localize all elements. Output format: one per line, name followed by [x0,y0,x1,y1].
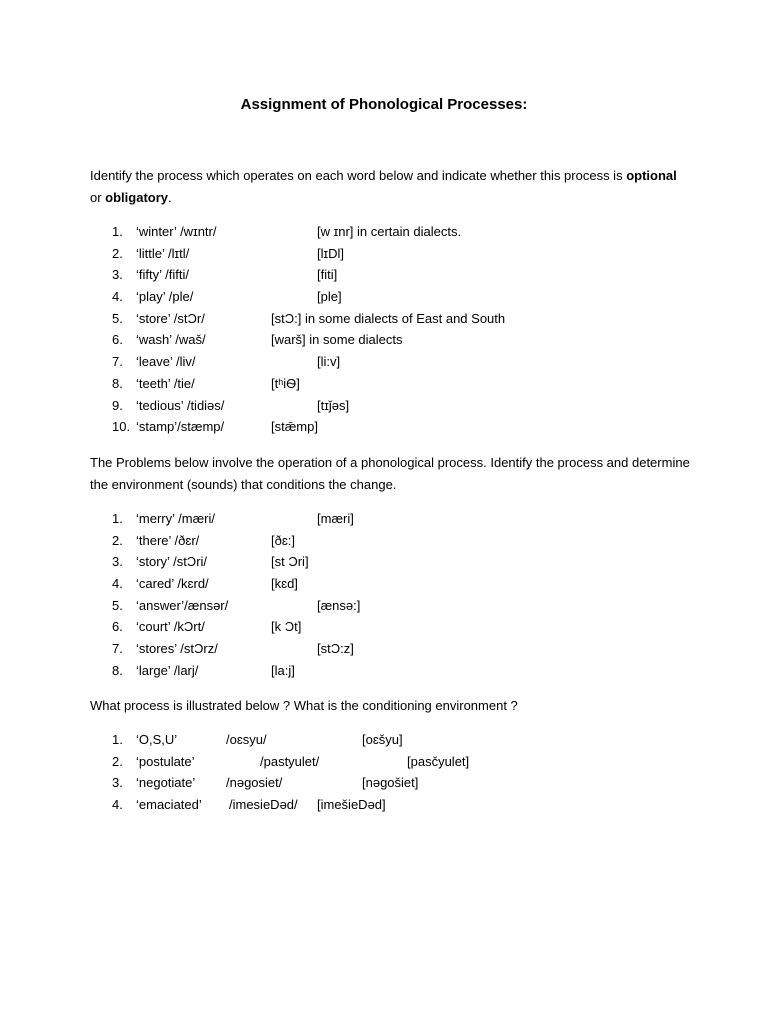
instructions-paragraph [90,165,690,209]
phonetic-result: [nəgošiet] [362,775,419,791]
phonetic-result: [ðɛ:] [271,532,296,548]
item-number: 7. [112,354,123,370]
phonetic-result: [stƆ:] in some dialects of East and South [271,310,506,326]
word-transcription: ‘cared’ /kɛrd/ [136,576,209,592]
word-transcription: ‘large’ /larj/ [136,662,199,678]
list-item [90,416,690,438]
list-item [90,794,690,816]
phonetic-result: [lɪDl] [317,245,345,261]
optional-keyword: optional [626,168,677,183]
word-transcription: ‘tedious’ /tidiəs/ [136,397,225,413]
word-list-2 [90,508,690,682]
list-item [90,221,690,243]
word-transcription: ‘stores’ /stƆrz/ [136,641,218,657]
phonetic-result: [warš] in some dialects [271,332,403,348]
obligatory-keyword: obligatory [105,190,169,205]
phonetic-result: [w ɪnr] in certain dialects. [317,224,462,239]
phonetic-result: [imešieDəd] [317,797,386,813]
word-transcription: ‘winter’ /wɪntr/ [136,224,217,239]
item-number: 4. [112,576,123,592]
item-number: 10. [112,419,131,435]
instructions-text: Identify the process which operates on each word below and indicate whether this process is [90,168,627,183]
item-number: 5. [112,597,123,613]
item-number: 1. [112,224,123,239]
word-transcription: ‘there’ /ðɛr/ [136,532,200,548]
item-number: 7. [112,641,123,657]
process-question: What process is illustrated below ? What is the conditioning environment ? [90,698,518,713]
word-transcription: ‘merry’ /mæri/ [136,511,215,526]
item-number: 3. [112,554,123,570]
word-transcription: ‘little’ /lɪtl/ [136,245,190,261]
word-transcription: ‘wash’ /waš/ [136,332,206,348]
word: ‘negotiate’ [136,775,196,791]
word-transcription: ‘store’ /stƆr/ [136,310,205,326]
word-transcription: ‘answer’/ænsər/ [136,597,229,613]
page-title: Assignment of Phonological Processes: [240,96,528,113]
word-transcription: ‘fifty’ /fifti/ [136,267,189,283]
item-number: 4. [112,289,123,305]
phonetic-result: [ple] [317,289,342,305]
item-number: 4. [112,797,123,813]
item-number: 2. [112,245,123,261]
list-item [90,329,690,351]
phonetic-result: [mæri] [317,511,354,526]
list-item [90,530,690,552]
word-transcription: ‘teeth’ /tie/ [136,375,195,391]
phonetic-result: [fiti] [317,267,338,283]
list-item [90,638,690,660]
list-item [90,616,690,638]
list-item [90,551,690,573]
phonemic-form: /nəgosiet/ [226,775,283,791]
phonetic-result: [li:v] [317,354,341,370]
word-transcription: ‘stamp’/stæmp/ [136,419,225,435]
word-transcription: ‘story’ /stƆri/ [136,554,208,570]
list-item [90,351,690,373]
word: ‘O,S,U’ [136,732,178,747]
list-item [90,308,690,330]
item-number: 2. [112,753,123,769]
item-number: 6. [112,619,123,635]
list-item [90,395,690,417]
item-number: 2. [112,532,123,548]
phonemic-form: /pastyulet/ [260,753,320,769]
word-transcription: ‘play’ /ple/ [136,289,194,305]
item-number: 1. [112,732,123,747]
word-transcription: ‘leave’ /liv/ [136,354,196,370]
or-text: or [90,190,106,205]
item-number: 3. [112,267,123,283]
item-number: 9. [112,397,123,413]
list-item [90,595,690,617]
list-item [90,751,690,773]
phonetic-result: [k Ɔt] [271,619,302,635]
item-number: 3. [112,775,123,791]
phonetic-result: [ænsə:] [317,597,361,613]
item-number: 1. [112,511,123,526]
list-item [90,660,690,682]
item-number: 5. [112,310,123,326]
phonetic-result: [kɛd] [271,576,298,592]
list-item [90,286,690,308]
list-item [90,729,690,751]
word-transcription: ‘court’ /kƆrt/ [136,619,205,635]
word: ‘emaciated’ [136,797,202,813]
list-item [90,243,690,265]
phonetic-result: [pasčyulet] [407,753,470,769]
word-list-3 [90,729,690,816]
list-item [90,573,690,595]
phonemic-form: /imesieDəd/ [229,797,298,813]
item-number: 6. [112,332,123,348]
phonetic-result: [st Ɔri] [271,554,309,570]
word-list-1 [90,221,690,438]
item-number: 8. [112,375,123,391]
phonetic-result: [stǣmp] [271,419,318,435]
list-item [90,772,690,794]
list-item [90,264,690,286]
list-item [90,373,690,395]
phonetic-result: [tɪǰəs] [317,397,350,413]
phonetic-result: [tʰiѲ] [271,375,300,391]
phonemic-form: /oɛsyu/ [226,732,267,747]
phonetic-result: [stƆ:z] [317,641,354,657]
period-text: . [168,190,172,205]
problems-paragraph: The Problems below involve the operation of a phonological process. Identify the process and determine the environment (sounds) that conditions the change. [90,455,690,492]
word: ‘postulate’ [136,753,195,769]
list-item [90,508,690,530]
item-number: 8. [112,662,123,678]
phonetic-result: [oɛšyu] [362,732,403,747]
phonetic-result: [la:j] [271,662,295,678]
